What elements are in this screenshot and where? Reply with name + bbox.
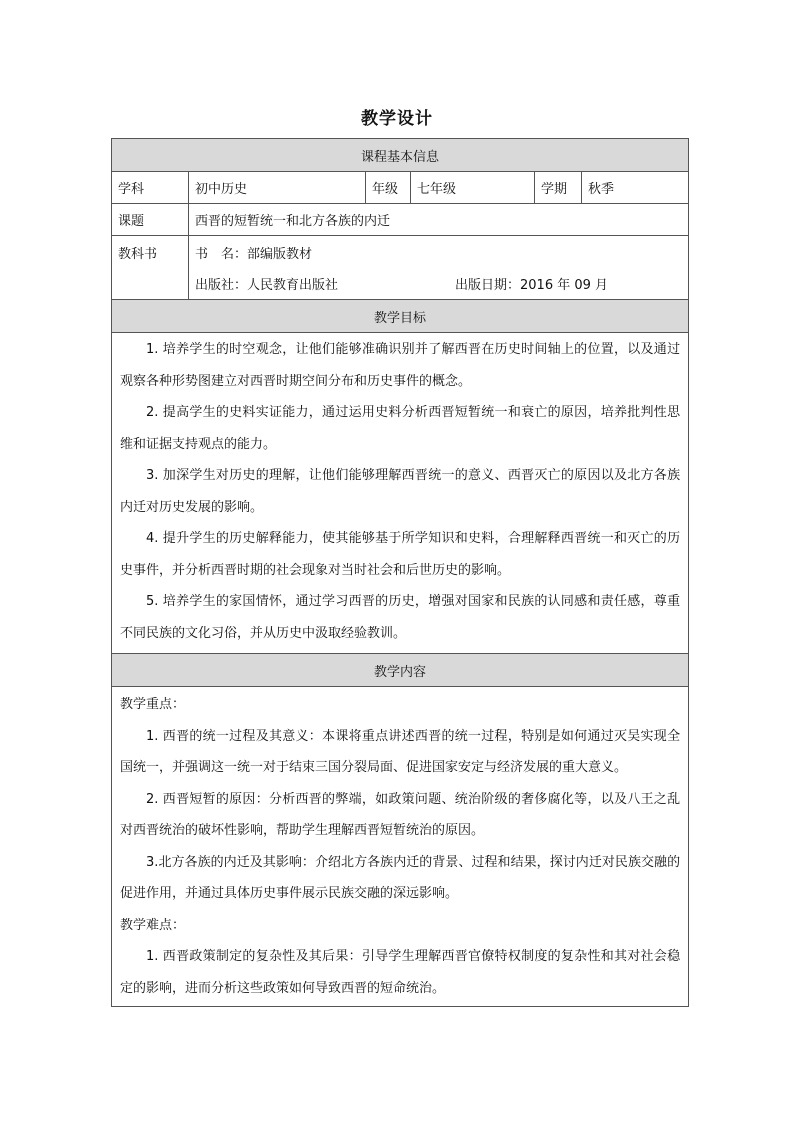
info-row-topic xyxy=(112,204,689,236)
objective-item: 4. 提升学生的历史解释能力，使其能够基于所学知识和史料，合理解释西晋统一和灭亡的历史事件，并分析西晋时期的社会现象对当时社会和后世历史的影响。 xyxy=(120,531,681,578)
section-header-objectives xyxy=(112,300,689,333)
section-title-content: 教学内容 xyxy=(112,654,689,687)
subject-value: 初中历史 xyxy=(189,172,366,204)
grade-value: 七年级 xyxy=(411,172,535,204)
term-value: 秋季 xyxy=(582,172,689,204)
key-point-item: 3.北方各族的内迁及其影响：介绍北方各族内迁的背景、过程和结果，探讨内迁对民族交融的促进作用，并通过具体历史事件展示民族交融的深远影响。 xyxy=(120,854,681,901)
grade-label: 年级 xyxy=(366,172,411,204)
info-row-textbook-publisher xyxy=(112,268,689,300)
objective-item: 3. 加深学生对历史的理解，让他们能够理解西晋统一的意义、西晋灭亡的原因以及北方各族内迁对历史发展的影响。 xyxy=(120,468,681,515)
difficult-point-item: 1. 西晋政策制定的复杂性及其后果：引导学生理解西晋官僚特权制度的复杂性和其对社会稳定的影响，进而分析这些政策如何导致西晋的短命统治。 xyxy=(120,949,681,996)
section-header-content xyxy=(112,654,689,687)
info-row-textbook-name xyxy=(112,236,689,269)
subject-label: 学科 xyxy=(112,172,189,204)
publish-date: 出版日期：2016 年 09 月 xyxy=(455,278,609,293)
textbook-label: 教科书 xyxy=(112,236,189,300)
term-label: 学期 xyxy=(535,172,582,204)
content-row xyxy=(112,687,689,1007)
difficult-points-label: 教学难点： xyxy=(120,917,186,933)
objectives-row xyxy=(112,333,689,654)
topic-value: 西晋的短暂统一和北方各族的内迁 xyxy=(189,204,689,236)
objective-item: 5. 培养学生的家国情怀，通过学习西晋的历史，增强对国家和民族的认同感和责任感，尊重不同民族的文化习俗，并从历史中汲取经验教训。 xyxy=(120,594,681,641)
info-row-subject xyxy=(112,172,689,204)
objectives-cell xyxy=(112,333,689,654)
topic-label: 课题 xyxy=(112,204,189,236)
key-point-item: 1. 西晋的统一过程及其意义：本课将重点讲述西晋的统一过程，特别是如何通过灭吴实现全国统一，并强调这一统一对于结束三国分裂局面、促进国家安定与经济发展的重大意义。 xyxy=(120,728,681,775)
key-points-label: 教学重点： xyxy=(120,697,186,712)
document-title: 教学设计 xyxy=(361,109,433,129)
publisher: 出版社：人民教育出版社 xyxy=(195,278,339,293)
key-point-item: 2. 西晋短暂的原因：分析西晋的弊端，如政策问题、统治阶级的奢侈腐化等，以及八王之乱对西晋统治的破坏性影响，帮助学生理解西晋短暂统治的原因。 xyxy=(120,791,681,838)
lesson-plan-table xyxy=(111,138,689,1007)
section-header-basic xyxy=(112,139,689,172)
section-title-basic: 课程基本信息 xyxy=(112,139,689,172)
section-title-objectives: 教学目标 xyxy=(112,300,689,333)
objective-item: 2. 提高学生的史料实证能力，通过运用史料分析西晋短暂统一和衰亡的原因，培养批判性思维和证据支持观点的能力。 xyxy=(120,405,681,452)
objective-item: 1. 培养学生的时空观念，让他们能够准确识别并了解西晋在历史时间轴上的位置，以及通过观察各种形势图建立对西晋时期空间分布和历史事件的概念。 xyxy=(120,342,681,389)
content-cell xyxy=(112,687,689,1007)
book-name: 书 名：部编版教材 xyxy=(189,236,689,269)
